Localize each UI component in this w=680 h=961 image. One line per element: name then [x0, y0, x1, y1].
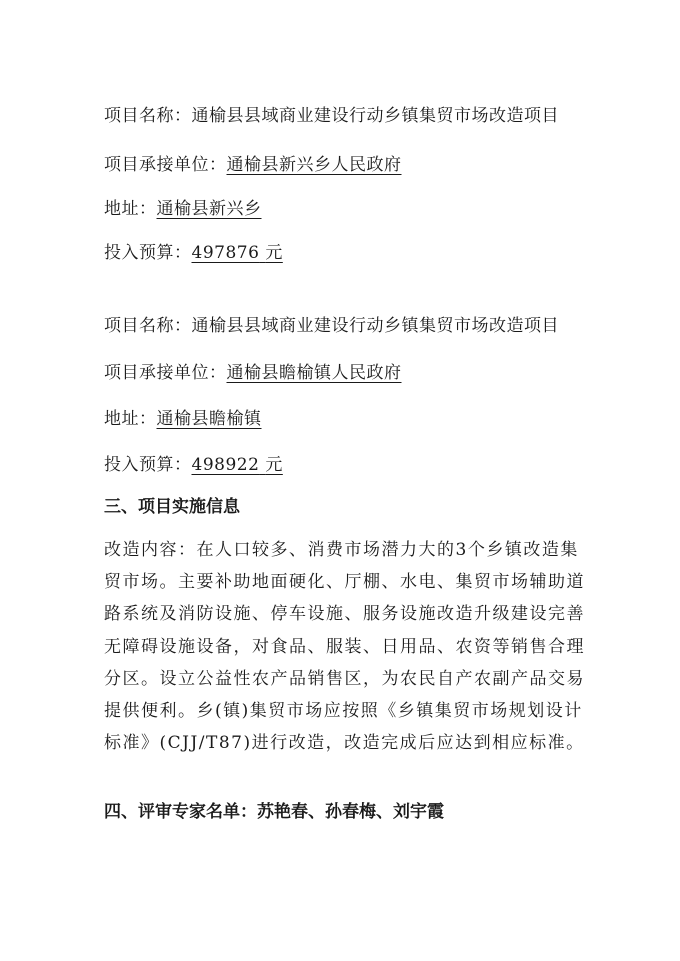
project-2-unit-row — [104, 358, 402, 383]
project-name-label: 项目名称： — [104, 106, 192, 126]
project-unit-label: 项目承接单位： — [104, 363, 227, 383]
paragraph-line: 路系统及消防设施、停车设施、服务设施改造升级建设完善 — [104, 604, 585, 625]
project-2-budget-row — [104, 450, 283, 475]
project-name-value: 通榆县县域商业建设行动乡镇集贸市场改造项目 — [191, 106, 559, 126]
budget-label: 投入预算： — [104, 243, 192, 263]
project-1-budget-row — [104, 238, 283, 263]
address-value: 通榆县瞻榆镇 — [156, 409, 262, 429]
project-2-address-row — [104, 404, 262, 429]
project-unit-value: 通榆县瞻榆镇人民政府 — [226, 363, 402, 383]
project-1-address-row — [104, 194, 262, 219]
address-label: 地址： — [104, 409, 157, 429]
paragraph-line: 无障碍设施设备，对食品、服装、日用品、农资等销售合理 — [104, 636, 585, 657]
budget-label: 投入预算： — [104, 455, 192, 475]
paragraph-line: 改造内容：在人口较多、消费市场潜力大的3个乡镇改造集 — [104, 540, 579, 560]
paragraph-line: 分区。设立公益性农产品销售区，为农民自产农副产品交易 — [104, 668, 585, 689]
budget-value: 497876 元 — [191, 243, 283, 263]
address-value: 通榆县新兴乡 — [156, 199, 262, 219]
paragraph-line: 提供便利。乡(镇)集贸市场应按照《乡镇集贸市场规划设计 — [104, 700, 583, 721]
paragraph-line: 标准》(CJJ/T87)进行改造，改造完成后应达到相应标准。 — [104, 733, 585, 754]
project-name-label: 项目名称： — [104, 316, 192, 336]
project-1-unit-row — [104, 150, 402, 175]
budget-value: 498922 元 — [191, 455, 283, 475]
section-4-heading: 四、评审专家名单：苏艳春、孙春梅、刘宇霞 — [104, 802, 444, 822]
address-label: 地址： — [104, 199, 157, 219]
paragraph-line: 贸市场。主要补助地面硬化、厅棚、水电、集贸市场辅助道 — [104, 572, 585, 593]
project-name-value: 通榆县县域商业建设行动乡镇集贸市场改造项目 — [191, 316, 559, 336]
section-3-body — [104, 534, 584, 759]
project-2-name-row — [104, 311, 559, 336]
project-unit-label: 项目承接单位： — [104, 155, 227, 175]
section-3-heading: 三、项目实施信息 — [104, 497, 240, 517]
project-unit-value: 通榆县新兴乡人民政府 — [226, 155, 402, 175]
project-1-name-row — [104, 101, 559, 126]
